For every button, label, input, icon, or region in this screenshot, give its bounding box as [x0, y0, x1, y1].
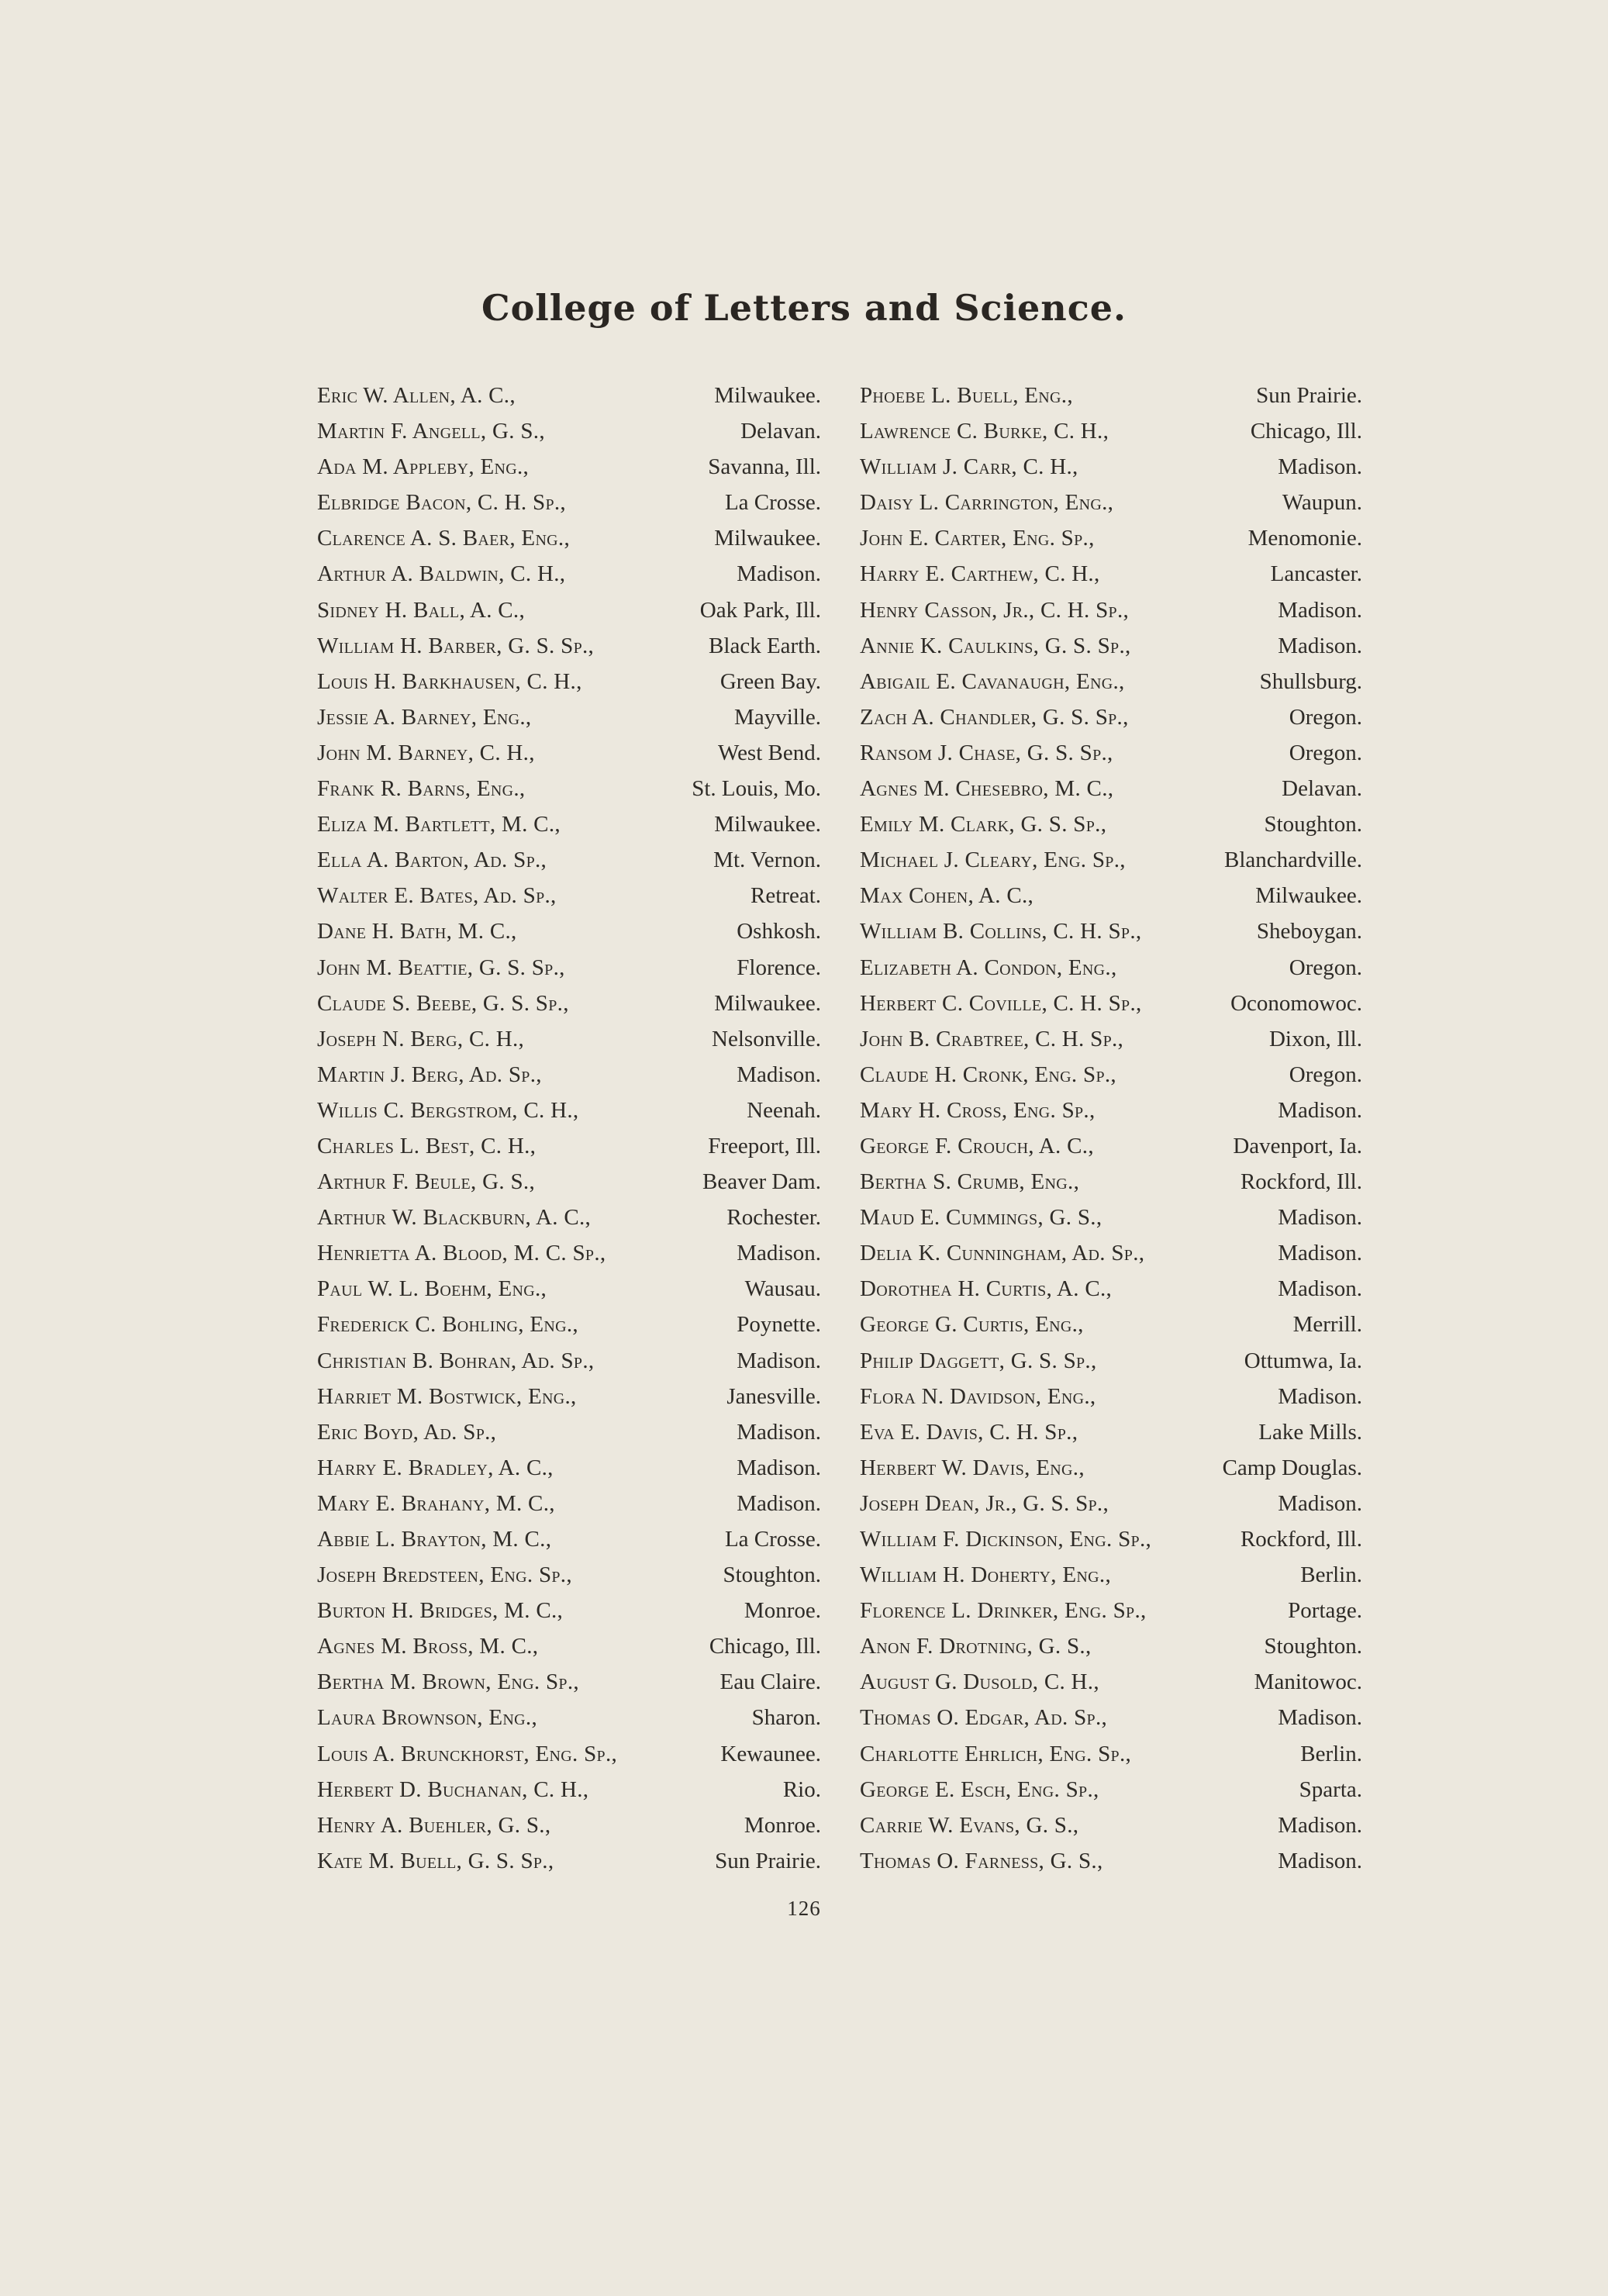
- student-name: Mary E. Brahany, M. C.,: [317, 1490, 555, 1516]
- student-name: Henrietta A. Blood, M. C. Sp.,: [317, 1241, 606, 1266]
- student-name: Daisy L. Carrington, Eng.,: [860, 490, 1114, 516]
- student-hometown: St. Louis, Mo.: [692, 776, 821, 802]
- student-name: Louis H. Barkhausen, C. H.,: [317, 668, 582, 694]
- student-name: Anon F. Drotning, G. S.,: [860, 1634, 1092, 1659]
- student-entry: [860, 1057, 1362, 1093]
- student-hometown: Janesville.: [726, 1383, 821, 1409]
- student-name: Elizabeth A. Condon, Eng.,: [860, 955, 1117, 980]
- student-hometown: Shullsburg.: [1259, 668, 1362, 694]
- student-hometown: Beaver Dam.: [702, 1169, 821, 1195]
- student-name: Abbie L. Brayton, M. C.,: [317, 1527, 552, 1552]
- student-hometown: Oak Park, Ill.: [699, 597, 821, 623]
- student-name: Herbert W. Davis, Eng.,: [860, 1455, 1085, 1480]
- student-name: Ransom J. Chase, G. S. Sp.,: [860, 740, 1113, 765]
- student-entry: [860, 1379, 1362, 1414]
- student-entry: [860, 520, 1362, 556]
- student-name: John B. Crabtree, C. H. Sp.,: [860, 1026, 1124, 1051]
- student-hometown: Camp Douglas.: [1222, 1455, 1362, 1480]
- student-entry: [317, 520, 821, 556]
- student-hometown: Berlin.: [1300, 1562, 1362, 1588]
- student-entry: [860, 413, 1362, 449]
- student-entry: [860, 1343, 1362, 1379]
- student-hometown: Eau Claire.: [719, 1669, 821, 1695]
- student-hometown: Kewaunee.: [720, 1741, 821, 1766]
- student-hometown: Rockford, Ill.: [1240, 1527, 1362, 1552]
- student-entry: [860, 842, 1362, 878]
- student-entry: [317, 950, 821, 986]
- student-entry: [860, 1557, 1362, 1593]
- student-entry: [317, 485, 821, 520]
- student-name: Claude S. Beebe, G. S. Sp.,: [317, 990, 569, 1016]
- student-entry: [860, 1414, 1362, 1450]
- student-name: John E. Carter, Eng. Sp.,: [860, 526, 1095, 551]
- student-name: Arthur W. Blackburn, A. C.,: [317, 1205, 592, 1231]
- student-name: Maud E. Cummings, G. S.,: [860, 1205, 1102, 1231]
- student-entry: [860, 592, 1362, 628]
- student-hometown: Madison.: [737, 1419, 821, 1445]
- student-name: Eva E. Davis, C. H. Sp.,: [860, 1419, 1078, 1445]
- student-hometown: Green Bay.: [719, 668, 821, 694]
- student-name: Willis C. Bergstrom, C. H.,: [317, 1097, 579, 1123]
- student-list-left-column: [317, 378, 821, 1879]
- student-hometown: Neenah.: [747, 1097, 821, 1123]
- student-hometown: Retreat.: [751, 883, 821, 909]
- student-name: Herbert C. Coville, C. H. Sp.,: [860, 990, 1142, 1016]
- student-hometown: Oshkosh.: [737, 919, 821, 944]
- student-name: Henry A. Buehler, G. S.,: [317, 1812, 551, 1838]
- student-name: Frederick C. Bohling, Eng.,: [317, 1312, 578, 1338]
- student-hometown: Madison.: [737, 1241, 821, 1266]
- student-hometown: Mayville.: [734, 704, 821, 730]
- student-hometown: Florence.: [737, 955, 821, 980]
- student-name: Emily M. Clark, G. S. Sp.,: [860, 812, 1107, 837]
- student-name: John M. Beattie, G. S. Sp.,: [317, 955, 565, 980]
- student-entry: [317, 378, 821, 413]
- student-name: Martin J. Berg, Ad. Sp.,: [317, 1062, 542, 1087]
- student-name: Florence L. Drinker, Eng. Sp.,: [860, 1598, 1147, 1624]
- student-name: Agnes M. Bross, M. C.,: [317, 1634, 539, 1659]
- student-name: George E. Esch, Eng. Sp.,: [860, 1776, 1099, 1802]
- student-hometown: Stoughton.: [723, 1562, 821, 1588]
- student-hometown: Madison.: [1278, 633, 1362, 658]
- student-entry: [860, 806, 1362, 842]
- student-name: Bertha S. Crumb, Eng.,: [860, 1169, 1080, 1195]
- student-hometown: Madison.: [737, 561, 821, 587]
- student-hometown: Milwaukee.: [714, 812, 821, 837]
- student-entry: [317, 1414, 821, 1450]
- student-hometown: Madison.: [737, 1455, 821, 1480]
- student-entry: [860, 1807, 1362, 1843]
- student-entry: [860, 1128, 1362, 1164]
- student-entry: [860, 1628, 1362, 1664]
- student-name: William B. Collins, C. H. Sp.,: [860, 919, 1142, 944]
- student-hometown: Lancaster.: [1270, 561, 1362, 587]
- student-entry: [317, 1664, 821, 1700]
- student-name: Delia K. Cunningham, Ad. Sp.,: [860, 1241, 1145, 1266]
- student-name: William F. Dickinson, Eng. Sp.,: [860, 1527, 1152, 1552]
- student-hometown: Ottumwa, Ia.: [1244, 1348, 1362, 1373]
- student-hometown: Delavan.: [740, 419, 821, 444]
- student-hometown: Sun Prairie.: [1256, 383, 1362, 408]
- student-entry: [317, 556, 821, 592]
- student-hometown: Madison.: [1278, 1812, 1362, 1838]
- student-hometown: Madison.: [1278, 1705, 1362, 1731]
- student-hometown: Manitowoc.: [1254, 1669, 1362, 1695]
- student-name: Laura Brownson, Eng.,: [317, 1705, 537, 1731]
- student-entry: [317, 1486, 821, 1521]
- student-entry: [860, 878, 1362, 913]
- student-hometown: Chicago, Ill.: [1250, 419, 1362, 444]
- student-list-right-column: [860, 378, 1362, 1879]
- student-hometown: Black Earth.: [709, 633, 821, 658]
- student-hometown: Delavan.: [1282, 776, 1362, 802]
- student-entry: [860, 1021, 1362, 1057]
- student-hometown: La Crosse.: [724, 1527, 821, 1552]
- student-name: Lawrence C. Burke, C. H.,: [860, 419, 1109, 444]
- student-name: Christian B. Bohran, Ad. Sp.,: [317, 1348, 595, 1373]
- student-hometown: Oregon.: [1289, 704, 1362, 730]
- student-name: William J. Carr, C. H.,: [860, 454, 1078, 480]
- student-name: Harry E. Carthew, C. H.,: [860, 561, 1100, 587]
- student-entry: [317, 1450, 821, 1486]
- student-entry: [317, 1164, 821, 1200]
- student-name: Herbert D. Buchanan, C. H.,: [317, 1776, 589, 1802]
- student-hometown: Monroe.: [744, 1812, 821, 1838]
- student-entry: [317, 1700, 821, 1735]
- student-entry: [860, 1486, 1362, 1521]
- student-entry: [317, 699, 821, 735]
- student-name: Max Cohen, A. C.,: [860, 883, 1034, 909]
- student-entry: [317, 1807, 821, 1843]
- student-entry: [317, 1557, 821, 1593]
- student-entry: [860, 485, 1362, 520]
- student-hometown: Dixon, Ill.: [1268, 1026, 1362, 1051]
- student-name: Eric W. Allen, A. C.,: [317, 383, 516, 408]
- student-name: Agnes M. Chesebro, M. C.,: [860, 776, 1114, 802]
- student-hometown: Madison.: [1278, 1241, 1362, 1266]
- page-number: 126: [787, 1897, 821, 1920]
- student-hometown: Madison.: [1278, 597, 1362, 623]
- student-name: Ada M. Appleby, Eng.,: [317, 454, 530, 480]
- student-hometown: Waupun.: [1282, 490, 1362, 516]
- student-entry: [860, 1093, 1362, 1128]
- student-hometown: Freeport, Ill.: [708, 1133, 821, 1158]
- student-name: Jessie A. Barney, Eng.,: [317, 704, 532, 730]
- student-entry: [317, 735, 821, 771]
- student-hometown: Sheboygan.: [1256, 919, 1362, 944]
- student-entry: [317, 1379, 821, 1414]
- student-hometown: Milwaukee.: [714, 526, 821, 551]
- student-name: Flora N. Davidson, Eng.,: [860, 1383, 1096, 1409]
- student-hometown: Madison.: [1278, 1383, 1362, 1409]
- student-entry: [860, 664, 1362, 699]
- student-hometown: Sharon.: [751, 1705, 821, 1731]
- student-name: Frank R. Barns, Eng.,: [317, 776, 526, 802]
- student-entry: [860, 1772, 1362, 1807]
- student-entry: [317, 413, 821, 449]
- student-entry: [860, 1664, 1362, 1700]
- student-entry: [317, 1093, 821, 1128]
- student-hometown: West Bend.: [718, 740, 821, 765]
- student-entry: [317, 878, 821, 913]
- student-entry: [860, 1593, 1362, 1628]
- student-name: Charlotte Ehrlich, Eng. Sp.,: [860, 1741, 1132, 1766]
- student-entry: [317, 449, 821, 485]
- student-name: Phoebe L. Buell, Eng.,: [860, 383, 1073, 408]
- student-entry: [317, 1271, 821, 1307]
- student-entry: [317, 1772, 821, 1807]
- student-hometown: Milwaukee.: [714, 383, 821, 408]
- student-hometown: Rio.: [782, 1776, 821, 1802]
- student-name: Michael J. Cleary, Eng. Sp.,: [860, 848, 1126, 873]
- student-entry: [317, 1343, 821, 1379]
- student-hometown: Savanna, Ill.: [708, 454, 821, 480]
- student-hometown: Stoughton.: [1264, 1634, 1362, 1659]
- student-entry: [860, 735, 1362, 771]
- student-entry: [860, 1521, 1362, 1557]
- student-entry: [317, 1521, 821, 1557]
- student-entry: [860, 449, 1362, 485]
- student-entry: [860, 1235, 1362, 1271]
- student-hometown: Oconomowoc.: [1230, 990, 1362, 1016]
- student-entry: [317, 628, 821, 664]
- student-name: Thomas O. Farness, G. S.,: [860, 1848, 1103, 1873]
- student-entry: [860, 1700, 1362, 1735]
- student-name: Arthur F. Beule, G. S.,: [317, 1169, 535, 1195]
- student-name: Paul W. L. Boehm, Eng.,: [317, 1276, 547, 1302]
- student-name: Ella A. Barton, Ad. Sp.,: [317, 848, 547, 873]
- student-hometown: Milwaukee.: [714, 990, 821, 1016]
- student-name: Abigail E. Cavanaugh, Eng.,: [860, 668, 1125, 694]
- student-entry: [860, 628, 1362, 664]
- student-name: Eliza M. Bartlett, M. C.,: [317, 812, 561, 837]
- student-hometown: Stoughton.: [1264, 812, 1362, 837]
- student-hometown: Oregon.: [1289, 740, 1362, 765]
- student-name: William H. Doherty, Eng.,: [860, 1562, 1111, 1588]
- student-entry: [317, 664, 821, 699]
- student-name: Annie K. Caulkins, G. S. Sp.,: [860, 633, 1131, 658]
- student-entry: [317, 1843, 821, 1879]
- student-name: Eric Boyd, Ad. Sp.,: [317, 1419, 497, 1445]
- student-entry: [317, 1235, 821, 1271]
- student-hometown: Milwaukee.: [1255, 883, 1362, 909]
- student-name: Kate M. Buell, G. S. Sp.,: [317, 1848, 554, 1873]
- student-entry: [860, 556, 1362, 592]
- student-name: Harriet M. Bostwick, Eng.,: [317, 1383, 577, 1409]
- student-hometown: Chicago, Ill.: [709, 1634, 821, 1659]
- student-entry: [317, 1593, 821, 1628]
- student-hometown: Poynette.: [737, 1312, 821, 1338]
- student-name: William H. Barber, G. S. Sp.,: [317, 633, 595, 658]
- student-hometown: Rockford, Ill.: [1240, 1169, 1362, 1195]
- student-entry: [317, 1736, 821, 1772]
- student-entry: [317, 986, 821, 1021]
- student-name: August G. Dusold, C. H.,: [860, 1669, 1099, 1695]
- student-name: Charles L. Best, C. H.,: [317, 1133, 537, 1158]
- student-entry: [860, 699, 1362, 735]
- student-name: Sidney H. Ball, A. C.,: [317, 597, 526, 623]
- student-name: Walter E. Bates, Ad. Sp.,: [317, 883, 557, 909]
- student-hometown: Wausau.: [744, 1276, 821, 1302]
- student-entry: [860, 950, 1362, 986]
- student-hometown: Madison.: [1278, 1490, 1362, 1516]
- student-name: Elbridge Bacon, C. H. Sp.,: [317, 490, 566, 516]
- student-hometown: Blanchardville.: [1224, 848, 1362, 873]
- student-name: George F. Crouch, A. C.,: [860, 1133, 1094, 1158]
- student-entry: [317, 771, 821, 806]
- student-entry: [860, 1200, 1362, 1235]
- student-hometown: Monroe.: [744, 1598, 821, 1624]
- student-name: Joseph N. Berg, C. H.,: [317, 1026, 525, 1051]
- page-title: College of Letters and Science.: [481, 287, 1127, 329]
- student-hometown: Menomonie.: [1247, 526, 1362, 551]
- student-name: Bertha M. Brown, Eng. Sp.,: [317, 1669, 579, 1695]
- student-hometown: Rochester.: [726, 1205, 821, 1231]
- student-hometown: La Crosse.: [724, 490, 821, 516]
- student-hometown: Madison.: [1278, 1097, 1362, 1123]
- student-hometown: Oregon.: [1289, 955, 1362, 980]
- student-name: John M. Barney, C. H.,: [317, 740, 535, 765]
- student-entry: [317, 806, 821, 842]
- student-entry: [317, 1200, 821, 1235]
- student-entry: [860, 913, 1362, 949]
- student-name: Zach A. Chandler, G. S. Sp.,: [860, 704, 1129, 730]
- student-hometown: Sun Prairie.: [715, 1848, 821, 1873]
- student-entry: [860, 771, 1362, 806]
- student-name: Harry E. Bradley, A. C.,: [317, 1455, 554, 1480]
- student-entry: [860, 1843, 1362, 1879]
- student-entry: [317, 1628, 821, 1664]
- student-name: Louis A. Brunckhorst, Eng. Sp.,: [317, 1741, 618, 1766]
- student-name: Dorothea H. Curtis, A. C.,: [860, 1276, 1113, 1302]
- student-entry: [317, 1307, 821, 1342]
- student-hometown: Portage.: [1288, 1598, 1362, 1624]
- student-hometown: Madison.: [737, 1348, 821, 1373]
- student-entry: [317, 842, 821, 878]
- student-name: Carrie W. Evans, G. S.,: [860, 1812, 1079, 1838]
- student-entry: [860, 1736, 1362, 1772]
- student-entry: [860, 1271, 1362, 1307]
- student-hometown: Mt. Vernon.: [713, 848, 821, 873]
- student-name: Dane H. Bath, M. C.,: [317, 919, 517, 944]
- student-hometown: Madison.: [1278, 1276, 1362, 1302]
- student-name: Martin F. Angell, G. S.,: [317, 419, 545, 444]
- student-hometown: Nelsonville.: [712, 1026, 821, 1051]
- student-name: Philip Daggett, G. S. Sp.,: [860, 1348, 1097, 1373]
- student-name: Burton H. Bridges, M. C.,: [317, 1598, 564, 1624]
- student-entry: [317, 1128, 821, 1164]
- student-hometown: Madison.: [1278, 1205, 1362, 1231]
- student-entry: [860, 1164, 1362, 1200]
- student-hometown: Sparta.: [1299, 1776, 1362, 1802]
- student-entry: [860, 1307, 1362, 1342]
- student-entry: [860, 378, 1362, 413]
- student-entry: [860, 1450, 1362, 1486]
- student-hometown: Lake Mills.: [1258, 1419, 1362, 1445]
- student-entry: [317, 592, 821, 628]
- student-name: George G. Curtis, Eng.,: [860, 1312, 1084, 1338]
- student-entry: [860, 986, 1362, 1021]
- student-name: Clarence A. S. Baer, Eng.,: [317, 526, 571, 551]
- student-hometown: Davenport, Ia.: [1233, 1133, 1362, 1158]
- student-entry: [317, 1021, 821, 1057]
- student-entry: [317, 1057, 821, 1093]
- student-hometown: Madison.: [737, 1490, 821, 1516]
- student-hometown: Madison.: [1278, 454, 1362, 480]
- student-hometown: Merrill.: [1292, 1312, 1362, 1338]
- student-name: Mary H. Cross, Eng. Sp.,: [860, 1097, 1096, 1123]
- student-entry: [317, 913, 821, 949]
- student-name: Joseph Bredsteen, Eng. Sp.,: [317, 1562, 572, 1588]
- student-name: Claude H. Cronk, Eng. Sp.,: [860, 1062, 1116, 1087]
- student-hometown: Berlin.: [1300, 1741, 1362, 1766]
- student-hometown: Madison.: [1278, 1848, 1362, 1873]
- student-name: Thomas O. Edgar, Ad. Sp.,: [860, 1705, 1108, 1731]
- student-name: Arthur A. Baldwin, C. H.,: [317, 561, 566, 587]
- student-name: Joseph Dean, Jr., G. S. Sp.,: [860, 1490, 1109, 1516]
- student-hometown: Madison.: [737, 1062, 821, 1087]
- student-name: Henry Casson, Jr., C. H. Sp.,: [860, 597, 1130, 623]
- student-hometown: Oregon.: [1289, 1062, 1362, 1087]
